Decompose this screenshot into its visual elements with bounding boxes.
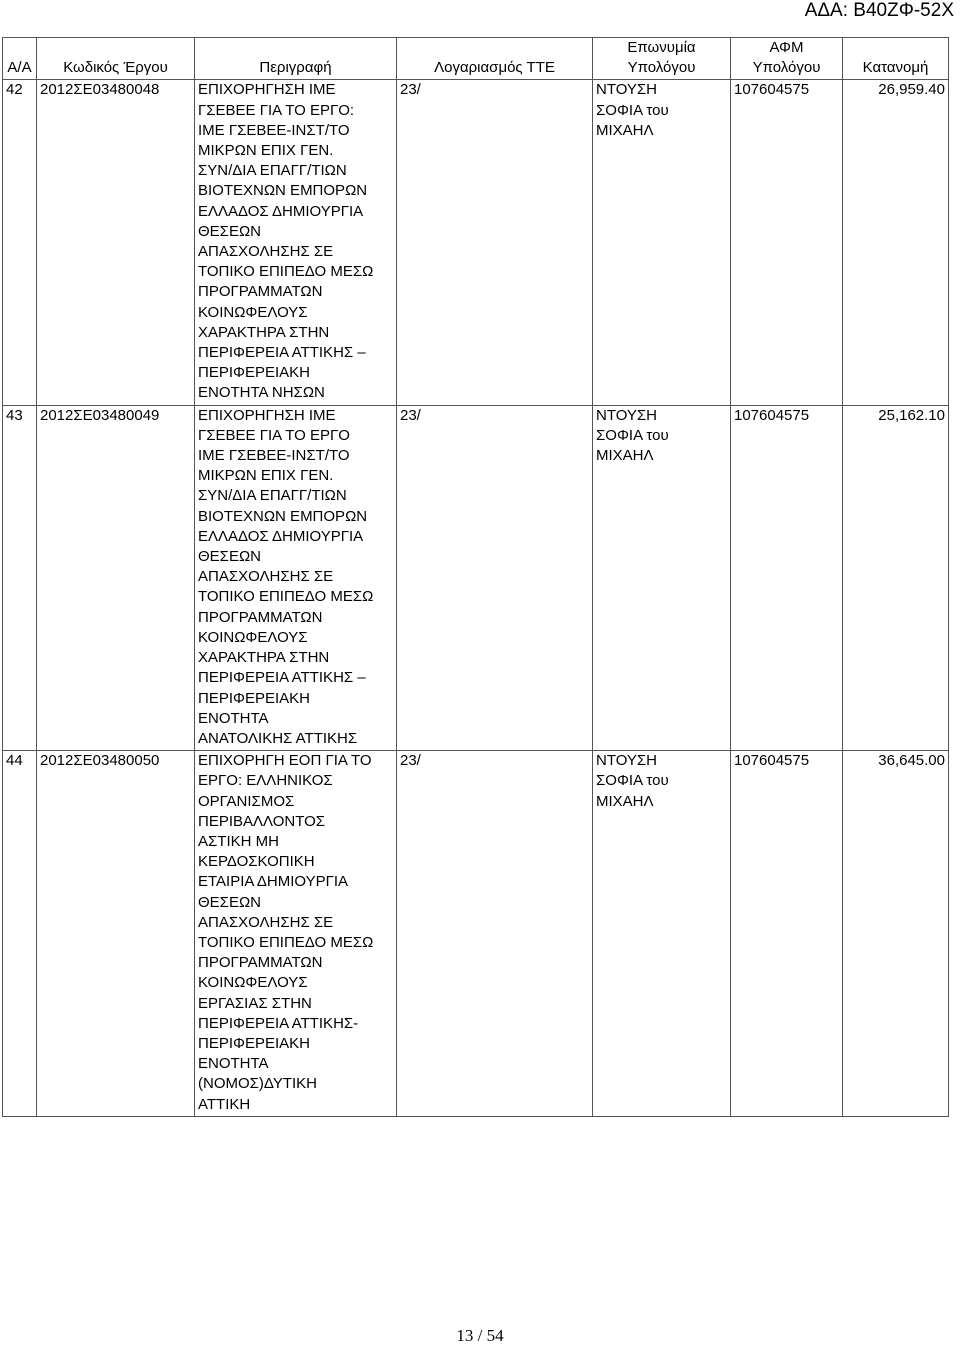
ada-code: ΑΔΑ: Β40ΖΦ-52Χ xyxy=(804,0,954,21)
row-aa: 43 xyxy=(3,405,37,750)
row-account: 23/ xyxy=(397,405,593,750)
col-header-afm: ΑΦΜ Υπολόγου xyxy=(731,38,843,80)
table-row xyxy=(3,751,949,1117)
row-code: 2012ΣΕ03480048 xyxy=(37,80,195,405)
row-afm: 107604575 xyxy=(731,751,843,1117)
row-amount: 36,645.00 xyxy=(843,751,949,1117)
row-amount: 25,162.10 xyxy=(843,405,949,750)
row-amount: 26,959.40 xyxy=(843,80,949,405)
col-header-amount: Κατανομή xyxy=(843,38,949,80)
row-name: ΝΤΟΥΣΗ ΣΟΦΙΑ του ΜΙΧΑΗΛ xyxy=(593,751,731,1117)
row-account: 23/ xyxy=(397,80,593,405)
page-separator: / xyxy=(477,1326,483,1345)
page-total: 54 xyxy=(486,1326,504,1345)
row-code: 2012ΣΕ03480049 xyxy=(37,405,195,750)
table-header-row xyxy=(3,38,949,80)
row-name: ΝΤΟΥΣΗ ΣΟΦΙΑ του ΜΙΧΑΗΛ xyxy=(593,80,731,405)
allocation-table xyxy=(2,37,949,1117)
row-afm: 107604575 xyxy=(731,405,843,750)
row-description: ΕΠΙΧΟΡΗΓΗ ΕΟΠ ΓΙΑ ΤΟ ΕΡΓΟ: ΕΛΛΗΝΙΚΟΣ ΟΡΓΑΝΙΣΜΟΣ ΠΕΡΙΒΑΛΛΟΝΤΟΣ ΑΣΤΙΚΗ ΜΗ ΚΕΡΔΟΣΚΟΠΙΚΗ ΕΤΑΙΡΙΑ ΔΗΜΙΟΥΡΓΙΑ ΘΕΣΕΩΝ ΑΠΑΣΧΟΛΗΣΗΣ ΣΕ ΤΟΠΙΚΟ ΕΠΙΠΕΔΟ ΜΕΣΩ ΠΡΟΓΡΑΜΜΑΤΩΝ ΚΟΙΝΩΦΕΛΟΥΣ ΕΡΓΑΣΙΑΣ ΣΤΗΝ ΠΕΡΙΦΕΡΕΙΑ ΑΤΤΙΚΗΣ- ΠΕΡΙΦΕΡΕΙΑΚΗ ΕΝΟΤΗΤΑ (ΝΟΜΟΣ)ΔΥΤΙΚΗ ΑΤΤΙΚΗ xyxy=(195,751,397,1117)
col-header-description: Περιγραφή xyxy=(195,38,397,80)
page-current: 13 xyxy=(456,1326,474,1345)
row-account: 23/ xyxy=(397,751,593,1117)
row-name: ΝΤΟΥΣΗ ΣΟΦΙΑ του ΜΙΧΑΗΛ xyxy=(593,405,731,750)
row-description: ΕΠΙΧΟΡΗΓΗΣΗ ΙΜΕ ΓΣΕΒΕΕ ΓΙΑ ΤΟ ΕΡΓΟ: ΙΜΕ ΓΣΕΒΕΕ-ΙΝΣΤ/ΤΟ ΜΙΚΡΩΝ ΕΠΙΧ ΓΕΝ. ΣΥΝ/ΔΙΑ ΕΠΑΓΓ/ΤΙΩΝ ΒΙΟΤΕΧΝΩΝ ΕΜΠΟΡΩΝ ΕΛΛΑΔΟΣ ΔΗΜΙΟΥΡΓΙΑ ΘΕΣΕΩΝ ΑΠΑΣΧΟΛΗΣΗΣ ΣΕ ΤΟΠΙΚΟ ΕΠΙΠΕΔΟ ΜΕΣΩ ΠΡΟΓΡΑΜΜΑΤΩΝ ΚΟΙΝΩΦΕΛΟΥΣ ΧΑΡΑΚΤΗΡΑ ΣΤΗΝ ΠΕΡΙΦΕΡΕΙΑ ΑΤΤΙΚΗΣ – ΠΕΡΙΦΕΡΕΙΑΚΗ ΕΝΟΤΗΤΑ ΝΗΣΩΝ xyxy=(195,80,397,405)
row-aa: 44 xyxy=(3,751,37,1117)
page-number xyxy=(0,1326,960,1346)
col-header-account: Λογαριασμός ΤΤΕ xyxy=(397,38,593,80)
col-header-code: Κωδικός Έργου xyxy=(37,38,195,80)
table-row xyxy=(3,405,949,750)
table-row xyxy=(3,80,949,405)
row-description: ΕΠΙΧΟΡΗΓΗΣΗ ΙΜΕ ΓΣΕΒΕΕ ΓΙΑ ΤΟ ΕΡΓΟ ΙΜΕ ΓΣΕΒΕΕ-ΙΝΣΤ/ΤΟ ΜΙΚΡΩΝ ΕΠΙΧ ΓΕΝ. ΣΥΝ/ΔΙΑ ΕΠΑΓΓ/ΤΙΩΝ ΒΙΟΤΕΧΝΩΝ ΕΜΠΟΡΩΝ ΕΛΛΑΔΟΣ ΔΗΜΙΟΥΡΓΙΑ ΘΕΣΕΩΝ ΑΠΑΣΧΟΛΗΣΗΣ ΣΕ ΤΟΠΙΚΟ ΕΠΙΠΕΔΟ ΜΕΣΩ ΠΡΟΓΡΑΜΜΑΤΩΝ ΚΟΙΝΩΦΕΛΟΥΣ ΧΑΡΑΚΤΗΡΑ ΣΤΗΝ ΠΕΡΙΦΕΡΕΙΑ ΑΤΤΙΚΗΣ – ΠΕΡΙΦΕΡΕΙΑΚΗ ΕΝΟΤΗΤΑ ΑΝΑΤΟΛΙΚΗΣ ΑΤΤΙΚΗΣ xyxy=(195,405,397,750)
row-code: 2012ΣΕ03480050 xyxy=(37,751,195,1117)
col-header-name: Επωνυμία Υπολόγου xyxy=(593,38,731,80)
col-header-aa: Α/Α xyxy=(3,38,37,80)
row-aa: 42 xyxy=(3,80,37,405)
row-afm: 107604575 xyxy=(731,80,843,405)
